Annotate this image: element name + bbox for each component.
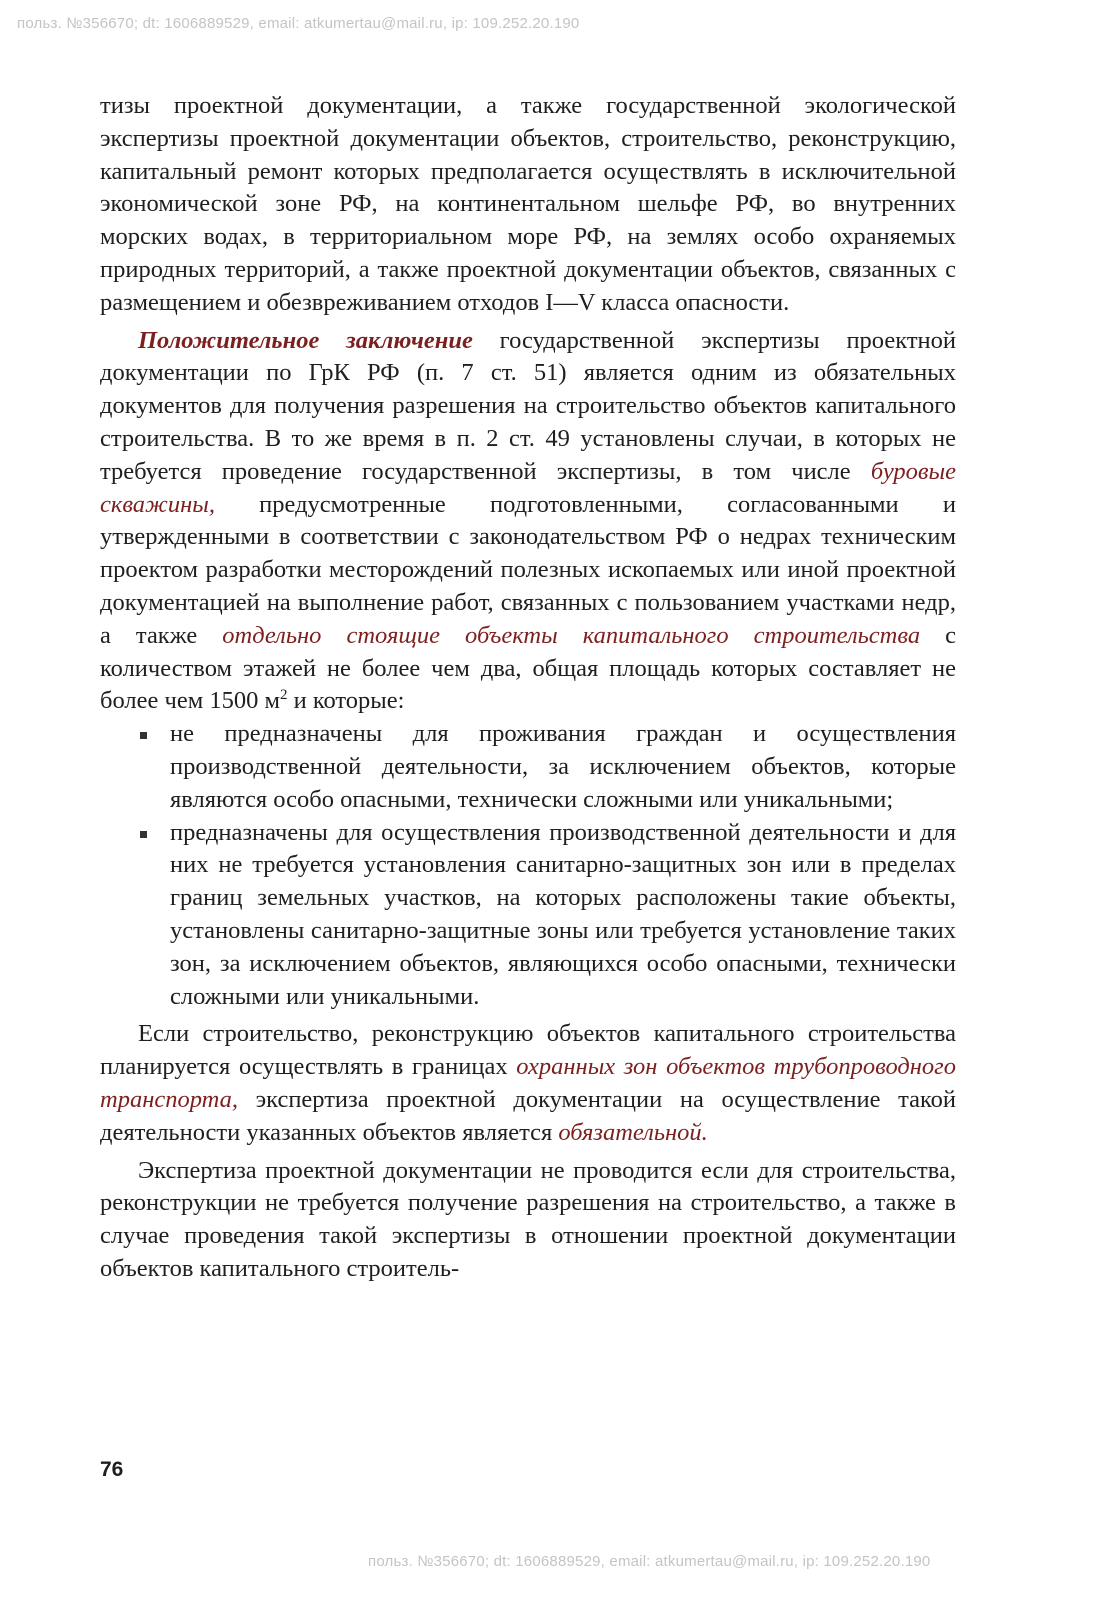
watermark-bottom: польз. №356670; dt: 1606889529, email: atkumertau@mail.ru, ip: 109.252.20.190 xyxy=(368,1553,931,1570)
watermark-top: польз. №356670; dt: 1606889529, email: atkumertau@mail.ru, ip: 109.252.20.190 xyxy=(17,15,580,32)
term-positive-conclusion: Положительное заключение xyxy=(138,326,473,354)
bullet-list xyxy=(100,718,956,1013)
bullet-item: не предназначены для проживания граждан и осуществления производственной деятельности, за исключением объектов, которые являются особо опасными, технически сложными или уникальными; xyxy=(170,718,956,816)
text-segment: экспертиза проектной документации на осуществление такой деятельности указанных объектов является xyxy=(100,1085,956,1146)
emphasis-drilling-wells: буровые скважины, xyxy=(100,457,956,518)
paragraph-continuation: тизы проектной документации, а также государственной экологической экспертизы проектной документации объектов, строительство, реконструкцию, капитальный ремонт которых предполагается осуществлять в исключительной экономической зоне РФ, на континентальном шельфе РФ, во внутренних морских водах, в территориальном море РФ, на землях особо охраняемых природных территорий, а также проектной документации объектов, связанных с размещением и обезвреживанием отходов I—V класса опасности. xyxy=(100,92,956,316)
text-segment: с количеством этажей не более чем два, общая площадь которых составляет не более чем 1500 м xyxy=(100,621,957,715)
text-segment: государственной экспертизы проектной документации по ГрК РФ (п. 7 ст. 51) является одним из обязательных документов для получения разрешения на строительство объектов капитального строительства. В то же время в п. 2 ст. 49 установлены случаи, в которых не требуется проведение государственной экспертизы, в том числе xyxy=(100,326,956,485)
paragraph-positive-conclusion xyxy=(100,325,956,719)
text-segment: и которые: xyxy=(287,687,405,715)
bullet-item: предназначены для осуществления производственной деятельности и для них не требуется установления санитарно-защитных зон или в пределах границ земельных участков, на которых расположены такие объекты, установлены санитарно-защитные зоны или требуется установление таких зон, за исключением объектов, являющихся особо опасными, технически сложными или уникальными. xyxy=(170,817,956,1014)
emphasis-mandatory: обязательной. xyxy=(558,1118,708,1146)
emphasis-pipeline-zones: охранных зон объектов трубопроводного транспорта, xyxy=(100,1053,956,1113)
superscript: 2 xyxy=(279,687,288,704)
paragraph-pipeline-zones xyxy=(100,1018,956,1149)
text-segment: Если строительство, реконструкцию объектов капитального строительства планируется осуществлять в границах xyxy=(100,1020,956,1081)
page-number: 76 xyxy=(100,1458,124,1481)
emphasis-standalone-objects: отдельно стоящие объекты капитального строительства xyxy=(222,621,921,649)
page-body xyxy=(100,90,956,1286)
paragraph-no-expertise: Экспертиза проектной документации не проводится если для строительства, реконструкции не требуется получение разрешения на строительство, а также в случае проведения такой экспертизы в отношении проектной документации объектов капитального строитель- xyxy=(100,1156,956,1282)
text-segment: предусмотренные подготовленными, согласованными и утвержденными в соответствии с законодательством РФ о недрах техническим проектом разработки месторождений полезных ископаемых или иной проектной документацией на выполнение работ, связанных с пользованием участками недр, а также xyxy=(100,490,956,649)
